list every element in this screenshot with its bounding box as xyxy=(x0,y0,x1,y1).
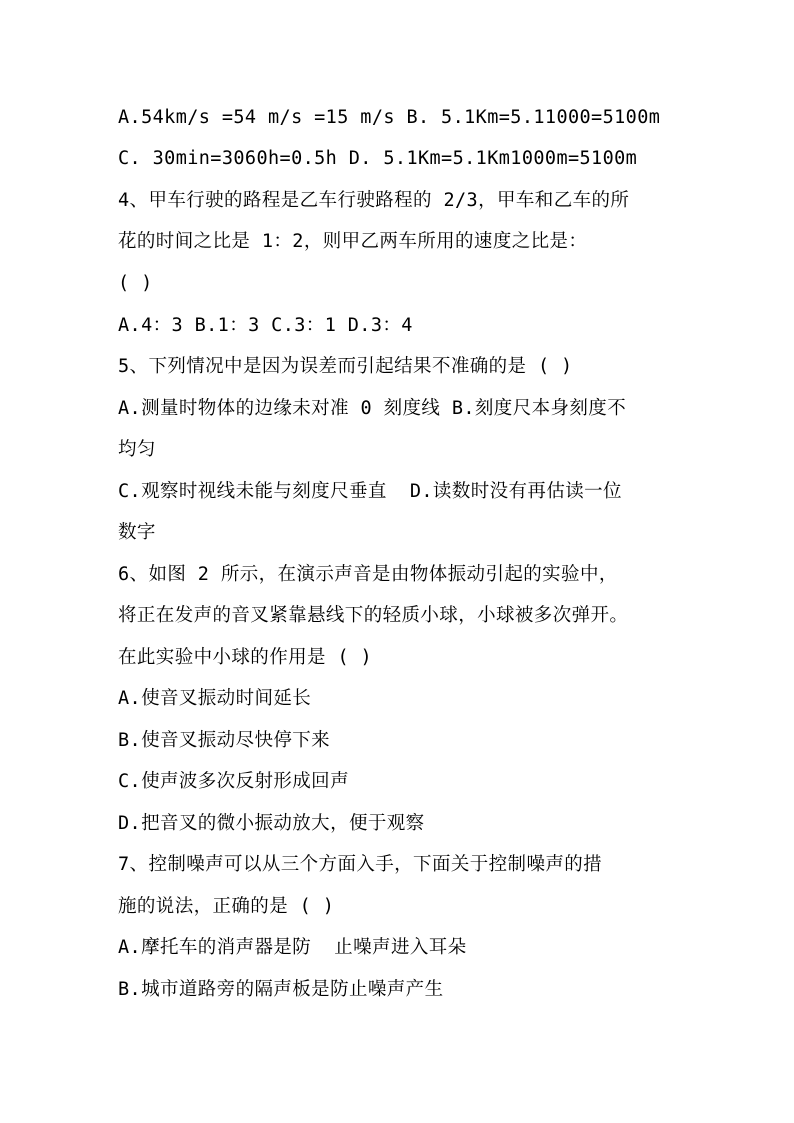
q5-options-ab-line1: A.测量时物体的边缘未对准 0 刻度线 B.刻度尺本身刻度不 xyxy=(118,398,627,419)
q5-options-cd-line1: C.观察时视线未能与刻度尺垂直 D.读数时没有再估读一位 xyxy=(118,481,622,502)
q6-stem-line1: 6、如图 2 所示，在演示声音是由物体振动引起的实验中， xyxy=(118,564,618,585)
q6-option-a: A.使音叉振动时间延长 xyxy=(118,688,312,709)
q4-stem-line1: 4、甲车行驶的路程是乙车行驶路程的 2/3，甲车和乙车的所 xyxy=(118,190,630,211)
q5-options-cd-line2: 数字 xyxy=(118,522,156,543)
q6-option-b: B.使音叉振动尽快停下来 xyxy=(118,730,331,751)
q5-stem: 5、下列情况中是因为误差而引起结果不准确的是 ( ) xyxy=(118,356,573,377)
q7-stem-line1: 7、控制噪声可以从三个方面入手，下面关于控制噪声的措 xyxy=(118,854,603,875)
q7-option-a: A.摩托车的消声器是防 止噪声进入耳朵 xyxy=(118,937,467,958)
q6-option-c: C.使声波多次反射形成回声 xyxy=(118,771,349,792)
q6-stem-line3: 在此实验中小球的作用是 ( ) xyxy=(118,647,373,668)
q7-option-b: B.城市道路旁的隔声板是防止噪声产生 xyxy=(118,979,444,1000)
q6-option-d: D.把音叉的微小振动放大，便于观察 xyxy=(118,813,425,834)
q3-options-ab: A.54km/s =54 m/s =15 m/s B. 5.1Km=5.11000=5100m xyxy=(118,107,661,128)
q4-stem-line2: 花的时间之比是 1：2，则甲乙两车所用的速度之比是： xyxy=(118,231,588,252)
q5-options-ab-line2: 均匀 xyxy=(118,439,156,460)
q3-options-cd: C. 30min=3060h=0.5h D. 5.1Km=5.1Km1000m=5100m xyxy=(118,148,638,169)
q4-answer-bracket: ( ) xyxy=(118,273,153,294)
q6-stem-line2: 将正在发声的音叉紧靠悬线下的轻质小球，小球被多次弹开。 xyxy=(118,605,629,626)
q7-stem-line2: 施的说法，正确的是 ( ) xyxy=(118,896,335,917)
q4-options: A.4：3 B.1：3 C.3：1 D.3：4 xyxy=(118,315,413,336)
